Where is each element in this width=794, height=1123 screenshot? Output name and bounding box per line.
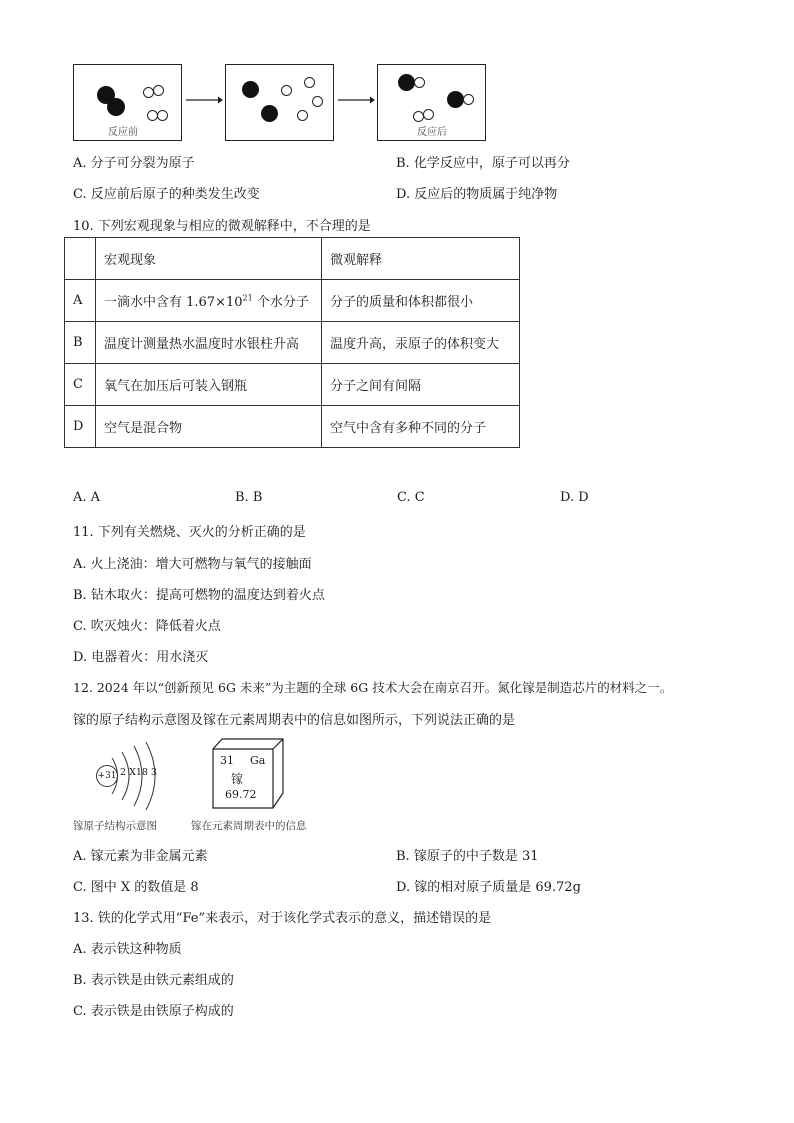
q12-option-b[interactable]: B. 镓原子的中子数是 31 — [396, 849, 539, 864]
panel-middle — [225, 64, 334, 141]
q11-option-a[interactable]: A. 火上浇油：增大可燃物与氧气的接触面 — [73, 557, 312, 572]
atom-white — [153, 85, 164, 96]
q10-option-b[interactable]: B. B — [235, 490, 263, 505]
q10-option-c[interactable]: C. C — [397, 490, 425, 505]
q12-option-c[interactable]: C. 图中 X 的数值是 8 — [73, 880, 199, 895]
atom-white — [297, 110, 308, 121]
table-row — [65, 364, 520, 406]
atom-white — [414, 77, 425, 88]
arrow-right-icon — [185, 95, 223, 105]
atom-black — [261, 105, 278, 122]
q10-table — [64, 237, 520, 448]
row-letter: B — [65, 322, 96, 364]
atomic-number: 31 — [220, 754, 234, 767]
q10-option-d[interactable]: D. D — [560, 490, 589, 505]
atom-black — [447, 91, 464, 108]
table-header-cell: 微观解释 — [322, 238, 520, 280]
element-symbol: Ga — [250, 754, 266, 767]
q12-stem-line1: 12. 2024 年以“创新预见 6G 未来”为主题的全球 6G 技术大会在南京召开。氮化镓是制造芯片的材料之一。 — [73, 680, 673, 695]
q10-stem: 10. 下列宏观现象与相应的微观解释中，不合理的是 — [73, 219, 371, 234]
q9-option-a[interactable]: A. 分子可分裂为原子 — [73, 156, 195, 171]
atom-white — [423, 109, 434, 120]
panel-after — [377, 64, 486, 141]
arrow-right-icon — [337, 95, 375, 105]
q9-option-d[interactable]: D. 反应后的物质属于纯净物 — [396, 187, 558, 202]
row-phenomenon: 一滴水中含有 $1.67\times 10^{21}$ 个水分子 — [96, 280, 322, 322]
q13-option-b[interactable]: B. 表示铁是由铁元素组成的 — [73, 973, 234, 988]
atom-black — [107, 98, 125, 116]
q11-option-b[interactable]: B. 钻木取火：提高可燃物的温度达到着火点 — [73, 588, 325, 603]
atom-white — [312, 96, 323, 107]
table-header-cell: 宏观现象 — [96, 238, 322, 280]
label-before: 反应前 — [108, 127, 138, 138]
table-header-cell — [65, 238, 96, 280]
row-explanation: 温度升高，汞原子的体积变大 — [322, 322, 520, 364]
q12-option-d[interactable]: D. 镓的相对原子质量是 69.72g — [396, 880, 581, 895]
row-phenomenon: 氧气在加压后可装入钢瓶 — [96, 364, 322, 406]
q13-option-a[interactable]: A. 表示铁这种物质 — [73, 942, 182, 957]
atom-white — [157, 110, 168, 121]
panel-before — [73, 64, 182, 141]
row-explanation: 空气中含有多种不同的分子 — [322, 406, 520, 448]
label-after: 反应后 — [417, 127, 447, 138]
row-phenomenon: 空气是混合物 — [96, 406, 322, 448]
caption-atom-structure: 镓原子结构示意图 — [73, 820, 157, 832]
shell-electron-counts: 2 X18 3 — [120, 767, 157, 778]
table-row — [65, 406, 520, 448]
q12-stem-line2: 镓的原子结构示意图及镓在元素周期表中的信息如图所示，下列说法正确的是 — [73, 713, 516, 728]
atom-white — [304, 77, 315, 88]
table-header-row — [65, 238, 520, 280]
q9-option-c[interactable]: C. 反应前后原子的种类发生改变 — [73, 187, 260, 202]
q13-stem: 13. 铁的化学式用“Fe”来表示，对于该化学式表示的意义，描述错误的是 — [73, 911, 492, 926]
row-explanation: 分子的质量和体积都很小 — [322, 280, 520, 322]
q9-option-b[interactable]: B. 化学反应中，原子可以再分 — [396, 156, 570, 171]
table-row — [65, 322, 520, 364]
q13-option-c[interactable]: C. 表示铁是由铁原子构成的 — [73, 1004, 234, 1019]
row-letter: A — [65, 280, 96, 322]
atom-white — [281, 85, 292, 96]
row-letter: C — [65, 364, 96, 406]
row-letter: D — [65, 406, 96, 448]
atomic-mass: 69.72 — [225, 788, 257, 801]
q11-option-c[interactable]: C. 吹灭烛火：降低着火点 — [73, 619, 221, 634]
atom-black — [242, 81, 259, 98]
atom-black — [398, 74, 415, 91]
atom-white — [463, 94, 474, 105]
table-row — [65, 280, 520, 322]
q12-option-a[interactable]: A. 镓元素为非金属元素 — [73, 849, 208, 864]
row-explanation: 分子之间有间隔 — [322, 364, 520, 406]
nucleus: +31 — [96, 765, 118, 787]
caption-periodic-cell: 镓在元素周期表中的信息 — [191, 820, 307, 832]
q11-stem: 11. 下列有关燃烧、灭火的分析正确的是 — [73, 525, 306, 540]
row-phenomenon: 温度计测量热水温度时水银柱升高 — [96, 322, 322, 364]
element-name: 镓 — [231, 772, 244, 786]
q11-option-d[interactable]: D. 电器着火：用水浇灭 — [73, 650, 209, 665]
q10-option-a[interactable]: A. A — [73, 490, 101, 505]
